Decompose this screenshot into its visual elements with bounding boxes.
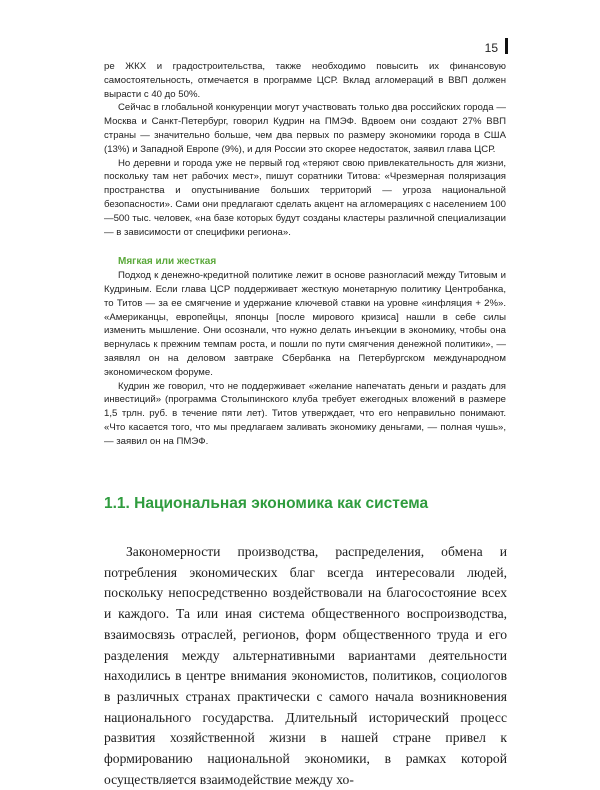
sidebar-paragraph: Но деревни и города уже не первый год «теряют свою привлекательность для жизни, поскольку там нет рабочих мест», пишут соратники Титова: «Чрезмерная поляризация пространства и опустынивание больших территорий — угроза национальной безопасности». Сами они предлагают сделать акцент на агломерациях с населением 100—500 тыс. человек, «на базе которых будут созданы кластеры различной специализации — в зависимости от специфики региона». — [104, 157, 506, 238]
page-number: 15 — [484, 41, 498, 55]
sidebar-subheading: Мягкая или жесткая — [118, 256, 217, 268]
sidebar-news-block — [104, 60, 506, 449]
sidebar-paragraph: Сейчас в глобальной конкуренции могут участвовать только два российских города — Москва и Санкт-Петербург, говорил Кудрин на ПМЭФ. Вдвоем они создают 27% ВВП страны — значительно больше, чем два первых по размеру экономики города в США (13%) и Западной Европе (9%), и для России это скорее недостаток, заявил глава ЦСР. — [104, 102, 506, 155]
sidebar-paragraph: ре ЖКХ и градостроительства, также необходимо повысить их финансовую самостоятельность, отмечается в программе ЦСР. Вклад агломераций в ВВП должен вырасти с 40 до 50%. — [104, 61, 506, 100]
sidebar-paragraph: Кудрин же говорил, что не поддерживает «желание напечатать деньги и раздать для инвестиций» (программа Столыпинского клуба требует ежегодных вложений в размере 1,5 трлн. руб. в течение пяти лет). Титов утверждает, что его неправильно понимают. «Что касается того, что мы предлагаем заливать экономику деньгами, — полная чушь», — заявил он на ПМЭФ. — [104, 380, 506, 447]
page-marker-bar — [505, 38, 508, 54]
body-paragraph: Закономерности производства, распределения, обмена и потребления экономических благ всегда интересовали людей, поскольку непосредственно воздействовали на благосостояние всех и каждого. Та или иная система общественного воспроизводства, взаимосвязь отраслей, регионов, форм общественного труда и его разделения между альтернативными вариантами деятельности находились в центре внимания экономистов, политиков, социологов в различных странах практически с самого начала возникновения национального государства. Длительный исторический процесс развития хозяйственной жизни в нашей стране привел к формированию национальной экономики, в рамках которой осуществляется взаимодействие между хо- — [104, 544, 507, 787]
section-heading: 1.1. Национальная экономика как система — [104, 495, 429, 512]
main-body-text — [104, 542, 507, 790]
sidebar-paragraph: Подход к денежно-кредитной политике лежит в основе разногласий между Титовым и Кудриным. Если глава ЦСР поддерживает жесткую монетарную политику Центробанка, то Титов — за ее смягчение и удержание ключевой ставки на уровне «инфляция + 2%». «Американцы, европейцы, японцы [после мирового кризиса] нашли в себе силы изменить мышление. Они осознали, что нужно делать инъекции в экономику, чтобы она вернулась к прежним темпам роста, и пошли по пути смягчения денежной политики», — заявлял он на деловом завтраке Сбербанка на Петербургском международном экономическом форуме. — [104, 270, 506, 378]
